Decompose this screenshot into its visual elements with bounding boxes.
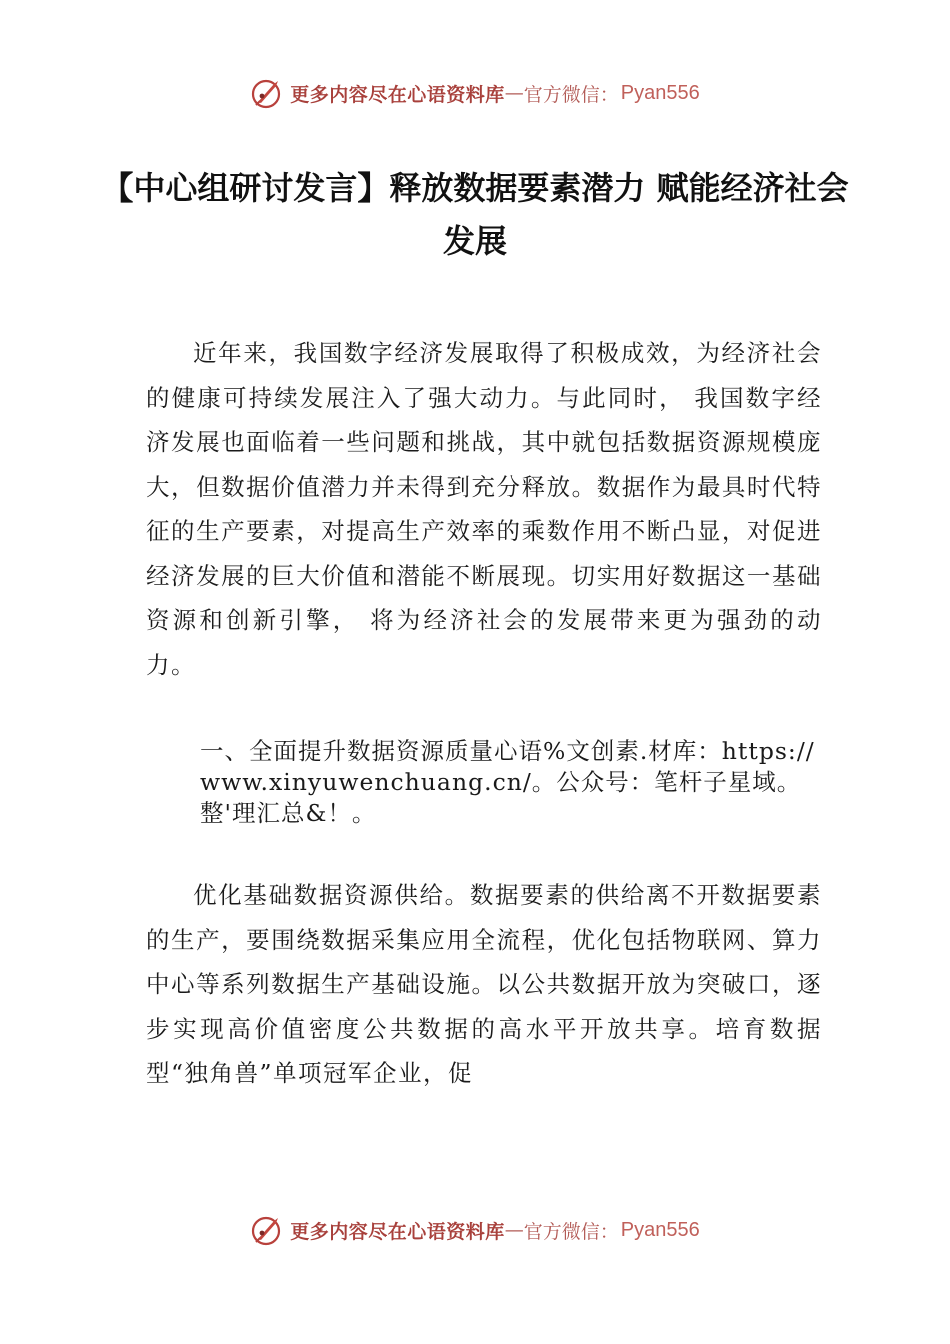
banner-wechat-label: 官方微信： bbox=[523, 1220, 619, 1243]
banner-separator: — bbox=[504, 82, 524, 104]
document-title: 【中心组研讨发言】释放数据要素潜力 赋能经济社会发展 bbox=[101, 169, 849, 260]
body-paragraph: 近年来，我国数字经济发展取得了积极成效，为经济社会的健康可持续发展注入了强大动力。与此同时， 我国数字经济发展也面临着一些问题和挑战，其中就包括数据资源规模庞大，但数据价值潜力并未得到充分释放。数据作为最具时代特征的生产要素，对提高生产效率的乘数作用不断凸显，对促进经济发展的巨大价值和潜能不断展现。切实用好数据这一基础资源和创新引擎， 将为经济社会的发展带来更为强劲的动力。 bbox=[146, 339, 822, 679]
banner-main-text: 更多内容尽在心语资料库 bbox=[290, 1220, 505, 1243]
banner-wechat-id: Pyan556 bbox=[620, 1218, 700, 1241]
quill-pen-logo-icon bbox=[250, 76, 284, 110]
quill-pen-logo-icon bbox=[250, 1213, 284, 1247]
body-paragraph: 优化基础数据资源供给。数据要素的供给离不开数据要素的生产，要围绕数据采集应用全流程，优化包括物联网、算力中心等系列数据生产基础设施。以公共数据开放为突破口，逐步实现高价值密度公共数据的高水平开放共享。培育数据型“独角兽”单项冠军企业，促 bbox=[146, 881, 822, 1087]
banner-separator: — bbox=[504, 1219, 524, 1241]
banner-wechat-label: 官方微信： bbox=[523, 83, 619, 106]
banner-main-text: 更多内容尽在心语资料库 bbox=[290, 83, 505, 106]
banner-wechat-id: Pyan556 bbox=[620, 81, 700, 104]
section-heading: 一、全面提升数据资源质量心语%文创素.材库：https://www.xinyuwenchuang.cn/。公众号：笔杆子星域。整'理汇总&！。 bbox=[200, 737, 815, 827]
header-banner bbox=[0, 73, 950, 113]
footer-banner bbox=[0, 1210, 950, 1250]
